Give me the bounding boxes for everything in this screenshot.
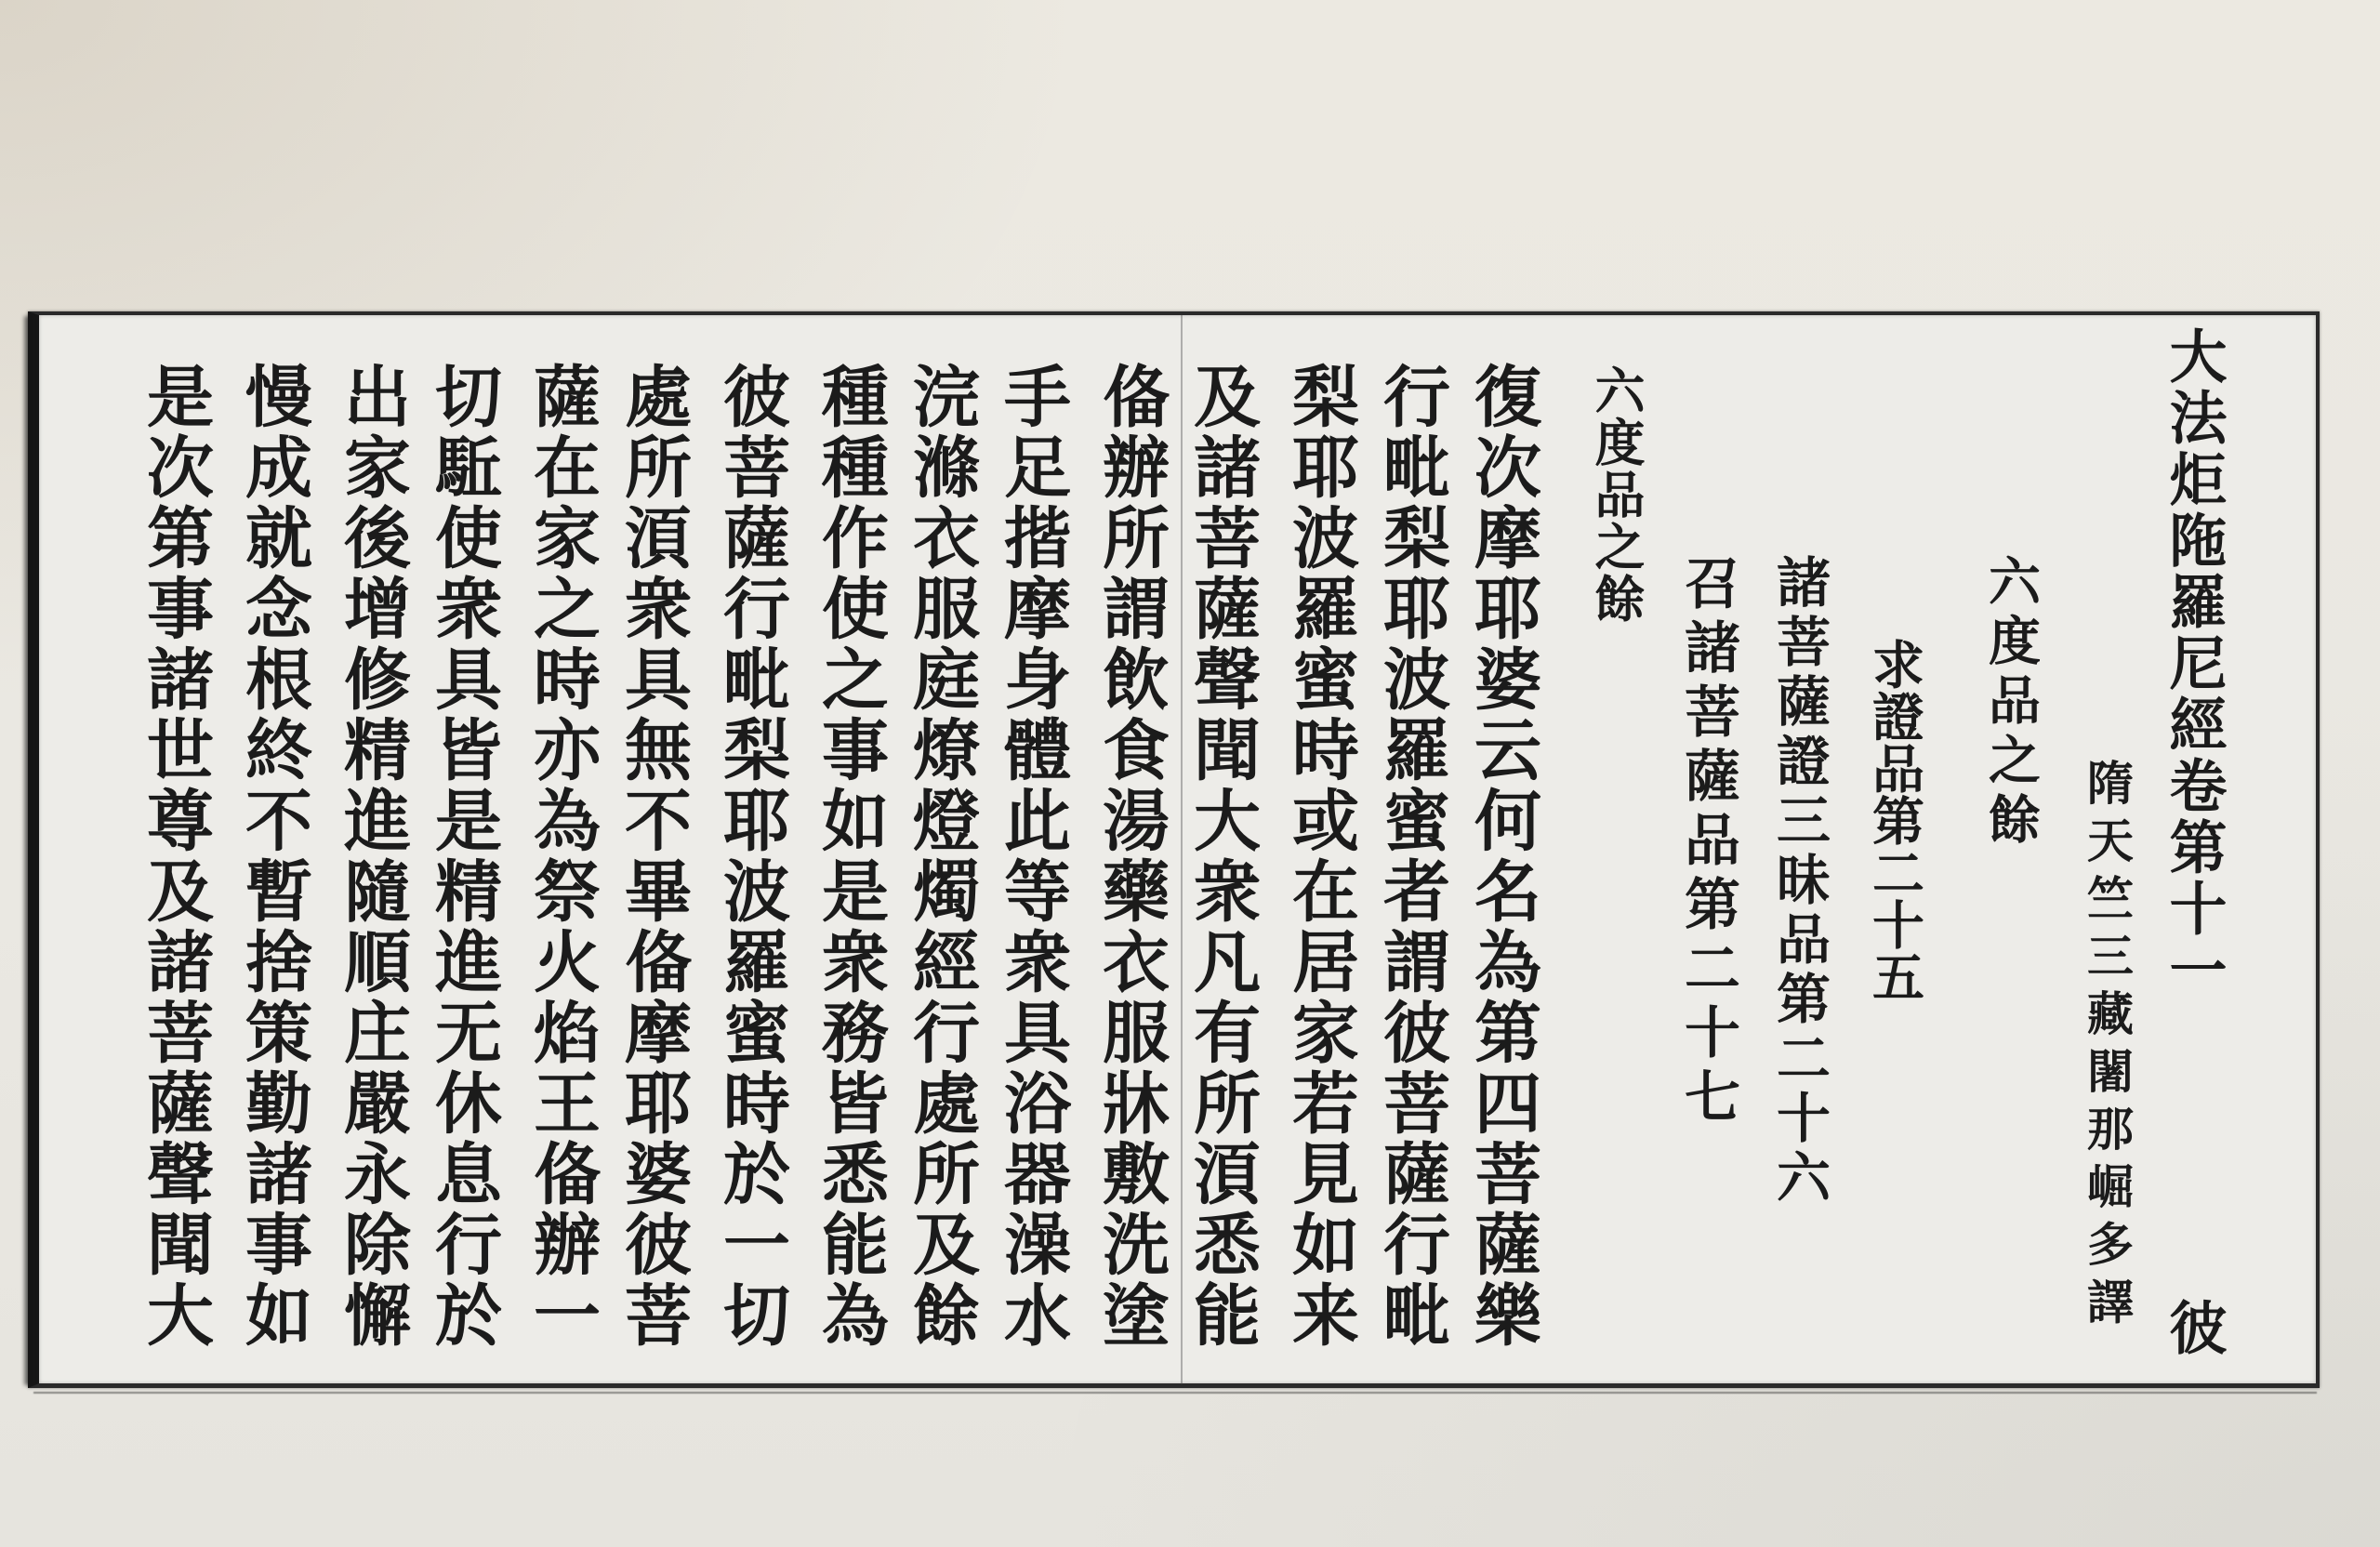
chapter-list-item: 諸菩薩證三昧品第二十六 (1767, 554, 1831, 1209)
body-column: 及諸菩薩聲聞大衆凡有所湏悉能 (1183, 362, 1262, 1351)
bottom-border-double-line (33, 1392, 2317, 1394)
body-column: 處所湏衆具無不畢俻摩耶婆彼菩 (614, 362, 693, 1351)
chapter-list-item: 求證品第二十五 (1864, 638, 1925, 1002)
body-column: 梨耶波羅蜜時或在居家若見如来 (1281, 362, 1360, 1351)
chapter-list-item: 六度品之餘 (1980, 554, 2042, 852)
body-column: 復次摩耶婆云何名為第四菩薩樂 (1463, 362, 1542, 1351)
body-column: 薩在家之時亦為祭火焰王俻辦一 (522, 362, 602, 1351)
page-catchword: 彼 (2160, 1298, 2228, 1359)
body-column: 是次第事諸世尊及諸菩薩聲聞大 (136, 362, 215, 1351)
body-column: 切駈使衆具皆是精進无休息行於 (424, 362, 503, 1351)
body-column: 手足揩摩身體此等衆具浴器澡水 (993, 362, 1072, 1351)
body-column: 浣滌衣服庭燎燈燭經行處所及餘 (902, 362, 981, 1351)
section-heading: 六度品之餘 (1587, 364, 1646, 625)
sutra-title: 大法炬陁羅尼經卷第十一 (2160, 326, 2228, 1001)
body-column: 俻辦所謂飲食湯藥衣服牀敷洗塗 (1091, 362, 1170, 1351)
body-column: 慢成就念根終不暫捨策勤諸事如 (234, 362, 313, 1351)
body-column: 彼菩薩行毗梨耶波羅蜜時於一切 (712, 362, 791, 1351)
translator-line: 隋天竺三藏闍那崛多譯 (2080, 759, 2135, 1335)
body-column: 出家後增修精進隨順庄嚴永除懈 (333, 362, 412, 1351)
chapter-list-item: 召諸菩薩品第二十七 (1675, 554, 1740, 1131)
left-border-ink-smear (24, 316, 32, 1385)
body-column: 行毗梨耶波羅蜜者謂彼菩薩行毗 (1372, 362, 1451, 1351)
body-column: 種種作使之事如是衆務皆悉能為 (811, 362, 890, 1351)
